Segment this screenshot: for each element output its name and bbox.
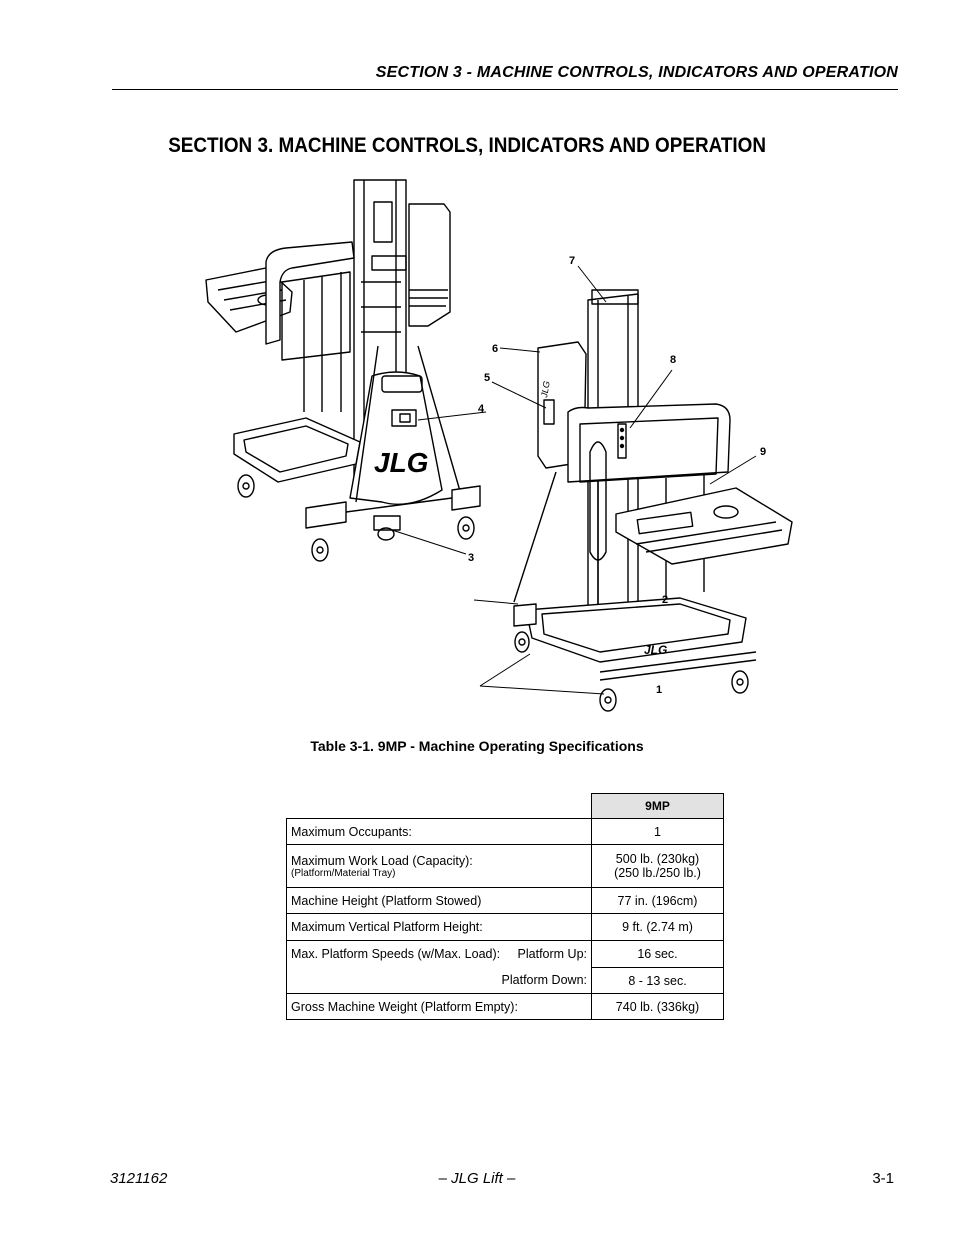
row-label: Machine Height (Platform Stowed) [287, 888, 592, 914]
table-row [287, 845, 724, 888]
row-value: 16 sec. [592, 941, 724, 968]
row-value-cell [592, 845, 724, 888]
header-rule [112, 89, 898, 90]
footer-center: – JLG Lift – [438, 1170, 516, 1187]
callout-8: 8 [670, 354, 677, 366]
table-corner [287, 794, 592, 819]
callout-7: 7 [569, 255, 576, 267]
footer-doc-number: 3121162 [110, 1170, 168, 1187]
table-row [287, 888, 724, 914]
table-caption: Table 3-1. 9MP - Machine Operating Specifications [310, 738, 644, 754]
table-row [287, 819, 724, 845]
row-label-cell [287, 845, 592, 888]
row-sublabel: Platform Up: [517, 947, 587, 962]
footer-page-number: 3-1 [872, 1170, 894, 1187]
row-label: Maximum Vertical Platform Height: [287, 914, 592, 941]
jlg-logo-left: JLG [374, 447, 429, 478]
column-header-9mp: 9MP [592, 794, 724, 819]
row-label: Gross Machine Weight (Platform Empty): [287, 994, 592, 1020]
callout-3: 3 [468, 552, 475, 564]
callout-2: 2 [662, 594, 669, 606]
machine-illustration [196, 172, 816, 720]
row-value: 740 lb. (336kg) [592, 994, 724, 1020]
row-value: 9 ft. (2.74 m) [592, 914, 724, 941]
row-value: 1 [592, 819, 724, 845]
spec-table [286, 793, 724, 1020]
row-label: Platform Down: [287, 968, 592, 994]
table-row [287, 994, 724, 1020]
jlg-logo-box: JLG [539, 380, 552, 399]
row-label: Maximum Work Load (Capacity): [291, 853, 473, 868]
row-label: Maximum Occupants: [287, 819, 592, 845]
jlg-logo-base: JLG [644, 643, 668, 657]
table-row [287, 968, 724, 994]
table-row [287, 941, 724, 968]
callout-6: 6 [492, 343, 499, 355]
right-machine-drawing [514, 290, 792, 711]
callout-1: 1 [656, 684, 663, 696]
row-value-secondary: (250 lb./250 lb.) [614, 866, 701, 880]
row-value: 8 - 13 sec. [592, 968, 724, 994]
running-header: SECTION 3 - MACHINE CONTROLS, INDICATORS AND OPERATION [375, 64, 898, 81]
row-label: Max. Platform Speeds (w/Max. Load): [291, 947, 501, 962]
left-machine-drawing [206, 180, 480, 561]
row-label-cell [287, 941, 592, 968]
row-value: 77 in. (196cm) [592, 888, 724, 914]
row-value: 500 lb. (230kg) [615, 852, 700, 866]
callout-9: 9 [760, 446, 767, 458]
callout-5: 5 [484, 372, 491, 384]
section-title: SECTION 3. MACHINE CONTROLS, INDICATORS AND OPERATION [168, 134, 767, 157]
row-sublabel: (Platform/Material Tray) [291, 867, 396, 879]
table-row [287, 914, 724, 941]
callout-4: 4 [478, 403, 485, 415]
